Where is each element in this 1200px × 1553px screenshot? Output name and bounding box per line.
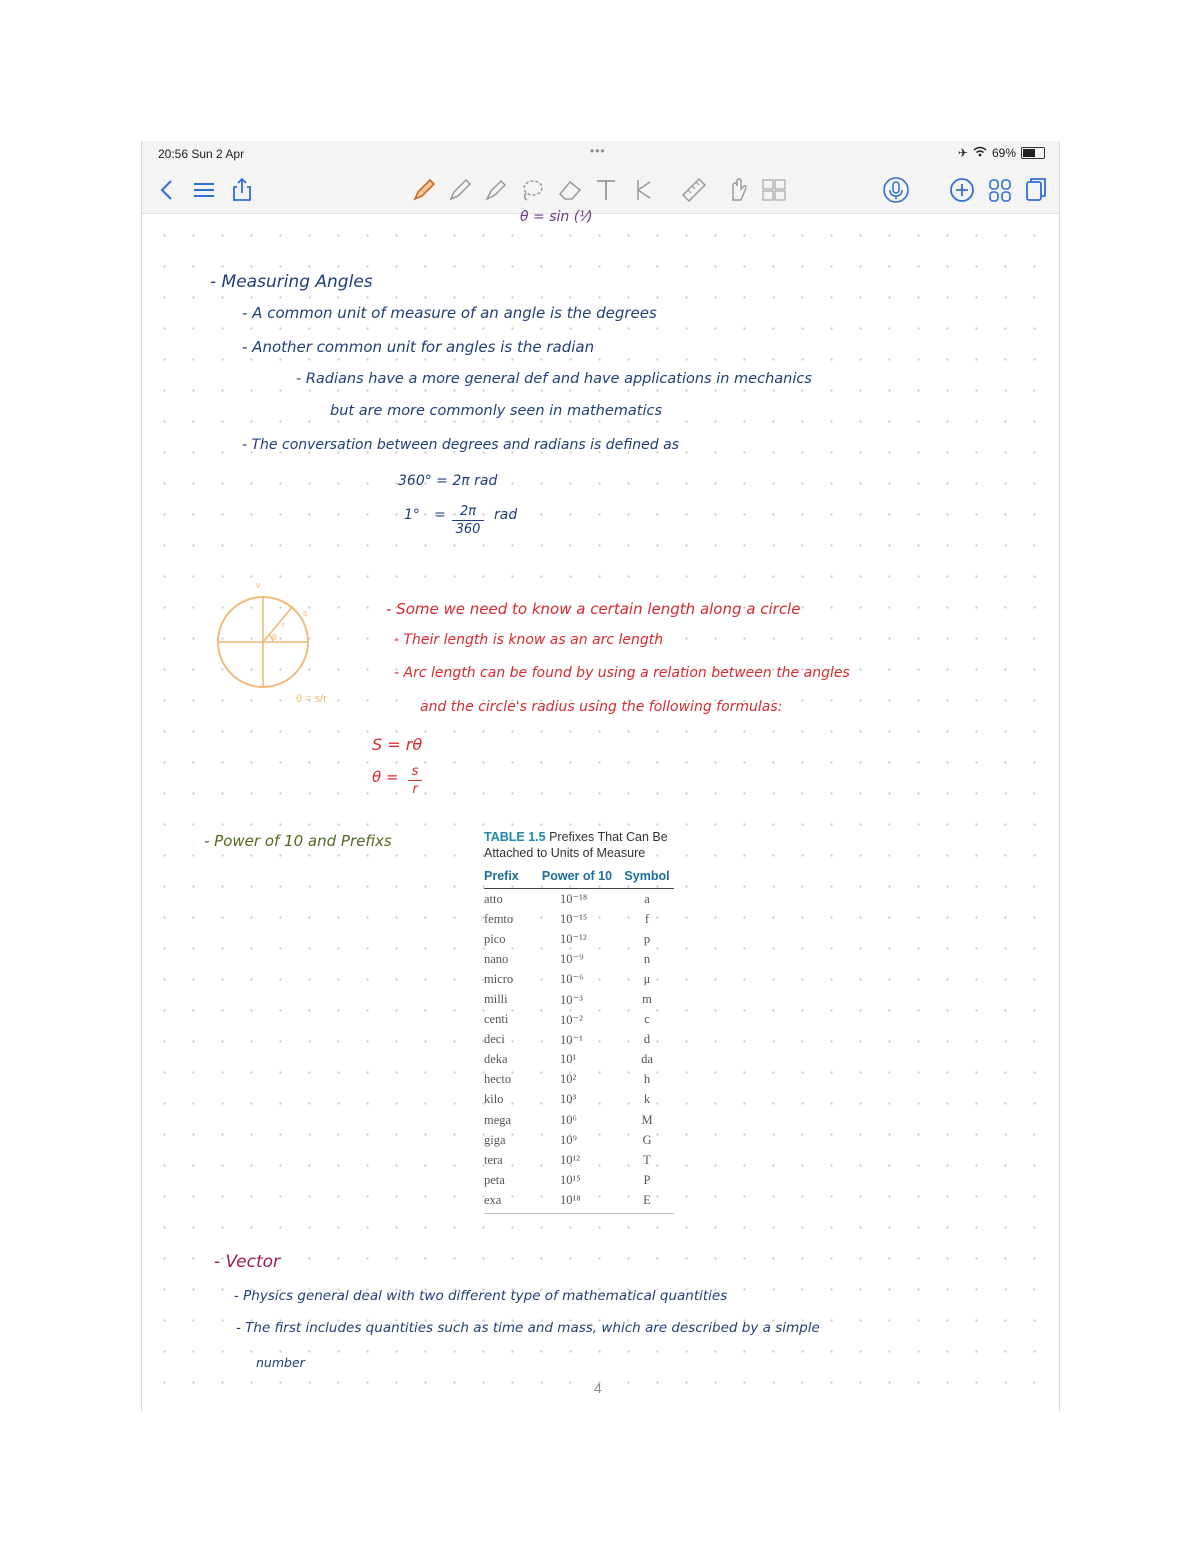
note-canvas[interactable] — [142, 209, 1059, 1411]
table-cell-symbol: M — [641, 1112, 653, 1127]
battery-percent: 69% — [991, 146, 1016, 160]
table-row — [484, 929, 674, 949]
conversion-eq-1: 360° = 2π rad — [398, 473, 498, 489]
table-cell-prefix: kilo — [484, 1092, 504, 1107]
table-label: TABLE 1.5 — [484, 830, 546, 844]
table-cell-prefix: atto — [484, 891, 503, 906]
table-cell-symbol: h — [643, 1072, 651, 1087]
vector-line-2: - The first includes quantities such as time and mass, which are described by a simple — [236, 1320, 820, 1336]
table-cell-power: 10⁻² — [560, 1012, 583, 1027]
table-cell-power: 10⁹ — [560, 1132, 577, 1147]
table-row — [484, 1090, 674, 1110]
menu-icon[interactable] — [188, 175, 220, 205]
table-header-symbol: Symbol — [624, 869, 670, 883]
table-cell-prefix: hecto — [484, 1072, 512, 1087]
highlighter-icon[interactable] — [480, 175, 512, 205]
lasso-icon[interactable] — [516, 175, 548, 205]
table-cell-symbol: c — [644, 1012, 650, 1027]
shape-icon[interactable] — [626, 175, 658, 205]
vector-line-1: - Physics general deal with two different type of mathematical quantities — [234, 1288, 728, 1304]
table-cell-power: 10² — [560, 1072, 577, 1087]
measuring-angles-heading: - Measuring Angles — [210, 272, 373, 292]
table-row — [484, 949, 674, 969]
grid-view-icon[interactable] — [984, 175, 1016, 205]
table-cell-symbol: da — [641, 1052, 653, 1067]
measuring-sub-1: - Radians have a more general def and have applications in mechanics — [296, 371, 812, 387]
status-bar — [142, 141, 1059, 167]
page-number: 4 — [594, 1380, 602, 1396]
table-cell-symbol: f — [644, 911, 650, 926]
table-row — [484, 909, 674, 929]
share-icon[interactable] — [226, 175, 258, 205]
table-cell-power: 10⁻⁹ — [560, 952, 584, 967]
table-row — [484, 1050, 674, 1070]
table-cell-prefix: nano — [484, 951, 509, 966]
arc-fraction-denominator: r — [412, 782, 418, 797]
table-cell-power: 10⁻¹ — [560, 1032, 583, 1047]
table-cell-power: 10⁻¹⁵ — [560, 912, 588, 927]
table-cell-symbol: d — [643, 1032, 651, 1047]
arc-formula-2-lhs: θ = — [372, 768, 399, 786]
table-cell-prefix: exa — [484, 1192, 502, 1207]
circle-diagram — [208, 582, 348, 712]
diagram-label-s: s — [303, 608, 308, 618]
table-row — [484, 989, 674, 1009]
prefix-table — [484, 829, 674, 1214]
table-cell-symbol: G — [642, 1132, 652, 1147]
table-cell-power: 10⁶ — [560, 1112, 577, 1127]
table-row — [484, 1150, 674, 1170]
table-title: Prefixes That Can Be Attached to Units of Measure — [484, 830, 668, 860]
conversion-eq-2-equals: = — [434, 507, 446, 523]
table-cell-symbol: a — [644, 891, 650, 906]
table-row — [484, 969, 674, 989]
table-cell-power: 10¹⁵ — [560, 1172, 581, 1187]
diagram-label-theta: θ — [272, 632, 278, 642]
battery-icon — [1021, 147, 1045, 159]
table-caption — [484, 829, 674, 861]
hand-icon[interactable] — [722, 175, 754, 205]
table-cell-prefix: femto — [484, 911, 514, 926]
table-cell-symbol: m — [642, 992, 652, 1007]
conversion-eq-2-unit: rad — [494, 507, 518, 523]
diagram-formula: θ = s/r — [296, 693, 327, 705]
status-right — [958, 146, 1045, 160]
table-end-rule — [484, 1213, 674, 1214]
measuring-bullet-1: - A common unit of measure of an angle is the degrees — [242, 304, 657, 322]
table-cell-prefix: deka — [484, 1052, 508, 1067]
table-header — [484, 869, 674, 889]
table-cell-power: 10¹² — [560, 1152, 580, 1167]
measuring-bullet-3: - The conversation between degrees and radians is defined as — [242, 437, 679, 453]
table-cell-power: 10⁻⁶ — [560, 972, 584, 987]
notes-app-window — [141, 141, 1060, 1411]
status-time: 20:56 Sun 2 Apr — [158, 147, 245, 161]
image-tool-icon[interactable] — [758, 175, 790, 205]
table-cell-symbol: p — [643, 931, 651, 946]
conversion-fraction — [452, 504, 484, 537]
table-cell-prefix: giga — [484, 1132, 506, 1147]
table-cell-power: 10⁻³ — [560, 992, 583, 1007]
table-cell-symbol: P — [643, 1172, 651, 1187]
table-cell-prefix: deci — [484, 1032, 505, 1047]
table-cell-prefix: centi — [484, 1012, 509, 1027]
table-header-prefix: Prefix — [484, 869, 519, 883]
table-cell-prefix: micro — [484, 971, 514, 986]
toolbar — [142, 167, 1059, 214]
pencil-icon[interactable] — [444, 175, 476, 205]
arc-fraction-numerator: s — [411, 764, 419, 779]
back-chevron-icon[interactable] — [152, 175, 184, 205]
diagram-label-r: r — [282, 620, 285, 630]
table-row — [484, 1030, 674, 1050]
measuring-bullet-2: - Another common unit for angles is the radian — [242, 338, 595, 356]
table-cell-prefix: peta — [484, 1172, 505, 1187]
eraser-icon[interactable] — [554, 175, 586, 205]
fraction-numerator: 2π — [459, 504, 477, 519]
add-page-icon[interactable] — [946, 175, 978, 205]
table-header-power: Power of 10 — [541, 869, 613, 883]
arc-line-3b: and the circle's radius using the following formulas: — [420, 699, 783, 715]
arc-line-2: - Their length is know as an arc length — [394, 632, 664, 648]
pen-icon[interactable] — [408, 175, 440, 205]
pages-icon[interactable] — [1020, 175, 1052, 205]
wifi-icon — [973, 146, 987, 160]
table-cell-prefix: mega — [484, 1112, 512, 1127]
table-row — [484, 1130, 674, 1150]
table-cell-power: 10¹ — [560, 1052, 577, 1067]
arc-formula-2-fraction — [408, 764, 422, 797]
ruler-icon[interactable] — [678, 175, 710, 205]
prefixes-heading: - Power of 10 and Prefixs — [204, 832, 392, 850]
fraction-denominator: 360 — [455, 522, 481, 537]
table-cell-power: 10⁻¹² — [560, 932, 587, 947]
table-cell-power: 10³ — [560, 1092, 577, 1107]
measuring-sub-1b: but are more commonly seen in mathematics — [330, 403, 663, 419]
vector-line-2b: number — [256, 1355, 305, 1370]
table-cell-symbol: k — [643, 1092, 651, 1107]
airplane-icon: ✈ — [957, 146, 968, 160]
arc-line-1: - Some we need to know a certain length along a circle — [386, 600, 801, 618]
multitask-dots[interactable]: ••• — [590, 144, 606, 158]
table-row — [484, 1010, 674, 1030]
table-row — [484, 889, 674, 909]
table-row — [484, 1070, 674, 1090]
text-tool-icon[interactable] — [590, 175, 622, 205]
table-cell-power: 10⁻¹⁸ — [560, 892, 588, 907]
conversion-eq-2-lhs: 1° — [404, 507, 420, 523]
table-cell-symbol: E — [643, 1192, 651, 1207]
table-cell-prefix: pico — [484, 931, 506, 946]
table-cell-symbol: T — [643, 1152, 651, 1167]
table-body — [484, 889, 674, 1211]
table-cell-symbol: n — [643, 951, 651, 966]
diagram-radius — [263, 606, 293, 642]
table-cell-prefix: milli — [484, 992, 508, 1007]
table-cell-prefix: tera — [484, 1152, 503, 1167]
microphone-icon[interactable] — [880, 175, 912, 205]
table-row — [484, 1170, 674, 1190]
top-formula: θ = sin (⅟) — [520, 209, 593, 225]
table-row — [484, 1190, 674, 1210]
table-row — [484, 1110, 674, 1130]
arc-formula-1: S = rθ — [372, 735, 423, 754]
arc-line-3: - Arc length can be found by using a relation between the angles — [394, 665, 850, 681]
vector-heading: - Vector — [214, 1252, 281, 1272]
diagram-label-v: v — [256, 582, 261, 590]
table-cell-power: 10¹⁸ — [560, 1192, 581, 1207]
table-cell-symbol: μ — [643, 971, 651, 986]
